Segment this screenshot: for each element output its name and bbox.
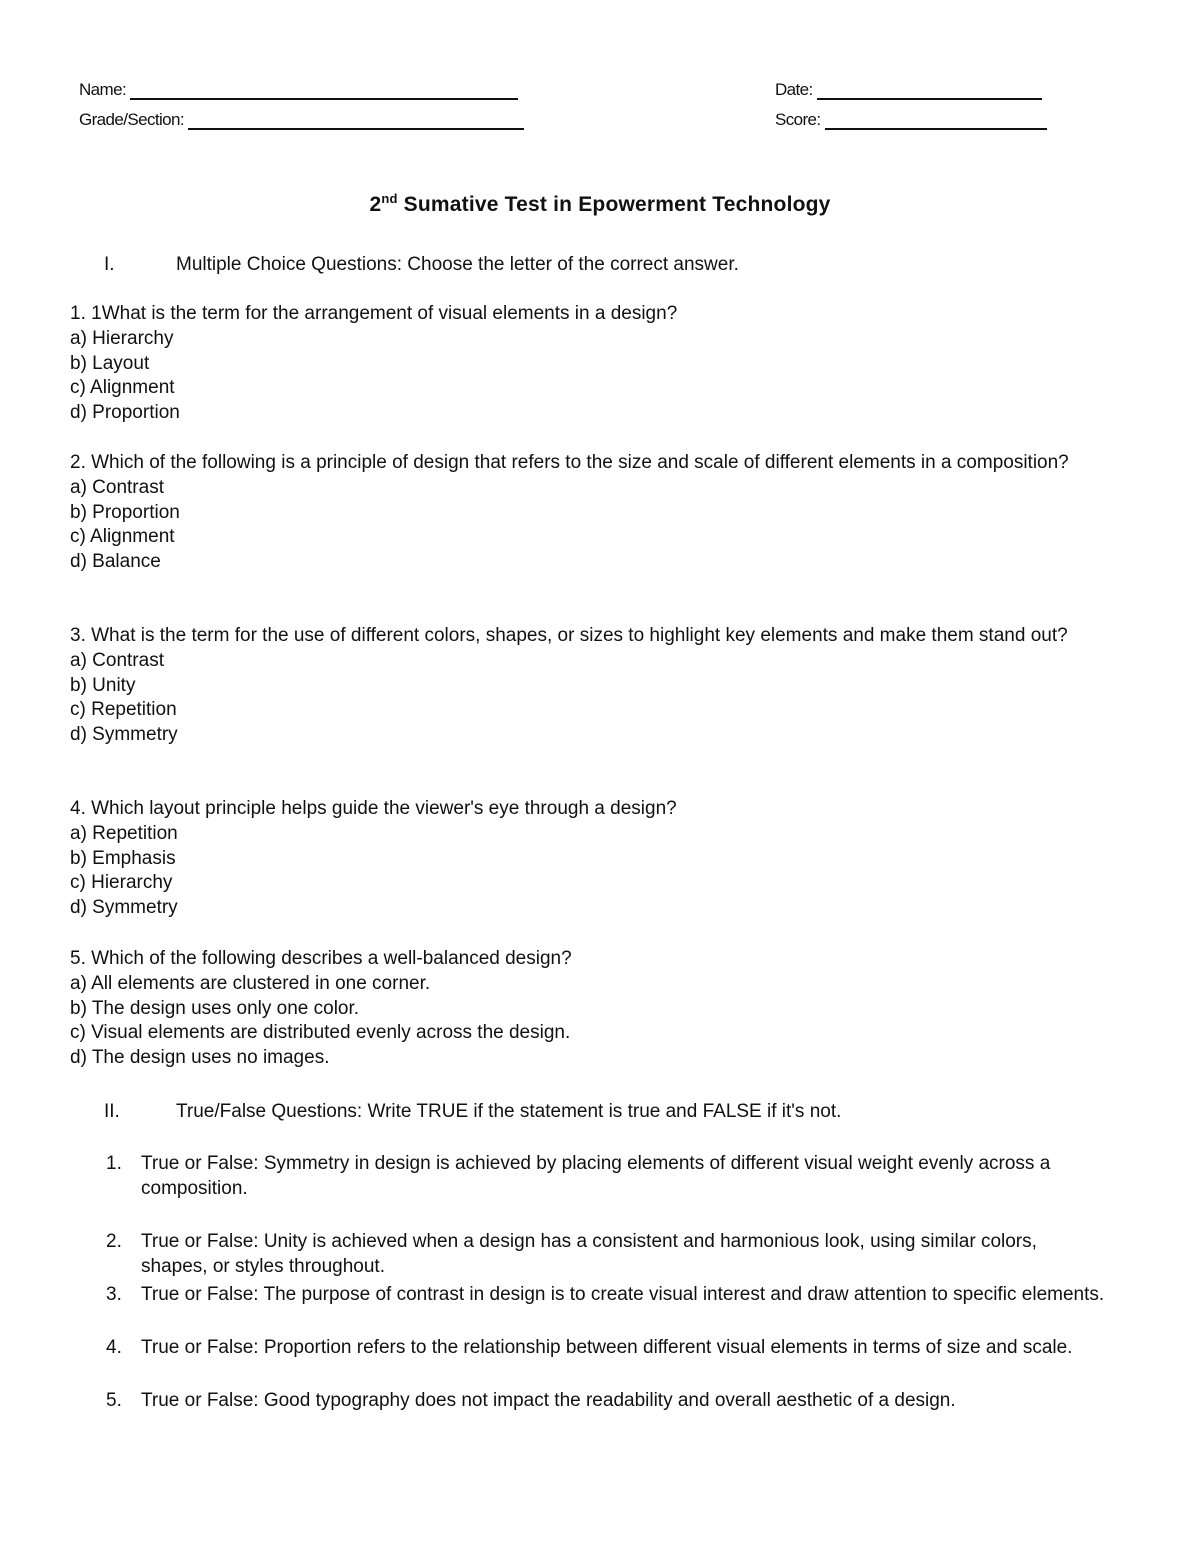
question-2 xyxy=(70,451,1130,575)
tf-number: 1. xyxy=(106,1153,122,1174)
choice-a: a) Contrast xyxy=(70,649,164,671)
question-5 xyxy=(70,947,1130,1071)
score-field[interactable] xyxy=(775,110,1047,130)
choice-d: d) Symmetry xyxy=(70,724,178,746)
score-label: Score: xyxy=(775,110,821,129)
question-1 xyxy=(70,302,1130,426)
tf-number: 4. xyxy=(106,1337,122,1358)
question-3 xyxy=(70,624,1130,748)
grade-section-blank[interactable] xyxy=(188,112,524,130)
date-label: Date: xyxy=(775,80,813,99)
grade-section-field[interactable] xyxy=(79,110,524,130)
question-stem: 3. What is the term for the use of different colors, shapes, or sizes to highlight key elements and make them stand out? xyxy=(70,625,1068,646)
title-number: 2 xyxy=(369,193,382,216)
tf-item-2 xyxy=(106,1230,1106,1280)
choice-c: c) Alignment xyxy=(70,526,175,548)
tf-text: True or False: Proportion refers to the relationship between different visual elements in terms of size and scale. xyxy=(141,1337,1073,1358)
tf-item-3 xyxy=(106,1283,1106,1308)
name-blank[interactable] xyxy=(130,82,518,100)
choice-b: b) Unity xyxy=(70,674,136,696)
question-stem: 2. Which of the following is a principle of design that refers to the size and scale of different elements in a composition? xyxy=(70,452,1069,473)
section-2-heading xyxy=(104,1100,841,1124)
tf-text: True or False: Unity is achieved when a design has a consistent and harmonious look, using similar colors, shapes, or styles throughout. xyxy=(141,1231,1037,1277)
choice-c: c) Visual elements are distributed evenly across the design. xyxy=(70,1022,571,1044)
choice-c: c) Alignment xyxy=(70,377,175,399)
question-stem: 1. 1What is the term for the arrangement of visual elements in a design? xyxy=(70,303,678,324)
tf-item-1 xyxy=(106,1152,1106,1202)
date-field[interactable] xyxy=(775,80,1042,100)
question-stem: 5. Which of the following describes a well-balanced design? xyxy=(70,948,572,969)
choice-d: d) The design uses no images. xyxy=(70,1047,330,1069)
date-blank[interactable] xyxy=(817,82,1042,100)
section-1-numeral: I. xyxy=(104,254,115,275)
tf-number: 3. xyxy=(106,1284,122,1305)
page-title xyxy=(0,191,1200,217)
tf-text: True or False: The purpose of contrast in design is to create visual interest and draw attention to specific elements. xyxy=(141,1284,1105,1305)
choice-b: b) Emphasis xyxy=(70,847,176,869)
section-2-numeral: II. xyxy=(104,1101,120,1122)
choice-d: d) Proportion xyxy=(70,402,180,424)
choice-a: a) Repetition xyxy=(70,822,178,844)
section-2-instruction: True/False Questions: Write TRUE if the statement is true and FALSE if it's not. xyxy=(176,1101,842,1122)
tf-text: True or False: Symmetry in design is achieved by placing elements of different visual weight evenly across a composition. xyxy=(141,1153,1051,1199)
choice-a: a) All elements are clustered in one corner. xyxy=(70,972,431,994)
name-label: Name: xyxy=(79,80,127,99)
question-stem: 4. Which layout principle helps guide the viewer's eye through a design? xyxy=(70,798,677,819)
name-field[interactable] xyxy=(79,80,518,100)
choice-b: b) Proportion xyxy=(70,501,180,523)
choice-b: b) Layout xyxy=(70,352,150,374)
tf-item-5 xyxy=(106,1389,1106,1414)
tf-text: True or False: Good typography does not impact the readability and overall aesthetic of a design. xyxy=(141,1390,956,1411)
title-text: Sumative Test in Epowerment Technology xyxy=(397,193,831,216)
tf-number: 2. xyxy=(106,1231,122,1252)
choice-a: a) Hierarchy xyxy=(70,327,174,349)
choice-d: d) Balance xyxy=(70,551,161,573)
tf-number: 5. xyxy=(106,1390,122,1411)
question-4 xyxy=(70,797,1130,921)
title-superscript: nd xyxy=(381,191,398,206)
section-1-instruction: Multiple Choice Questions: Choose the letter of the correct answer. xyxy=(176,254,739,275)
grade-section-label: Grade/Section: xyxy=(79,110,184,129)
tf-item-4 xyxy=(106,1336,1106,1361)
choice-b: b) The design uses only one color. xyxy=(70,997,360,1019)
section-1-heading xyxy=(104,253,739,277)
choice-d: d) Symmetry xyxy=(70,897,178,919)
choice-c: c) Repetition xyxy=(70,699,177,721)
choice-c: c) Hierarchy xyxy=(70,872,173,894)
choice-a: a) Contrast xyxy=(70,476,164,498)
score-blank[interactable] xyxy=(825,112,1047,130)
